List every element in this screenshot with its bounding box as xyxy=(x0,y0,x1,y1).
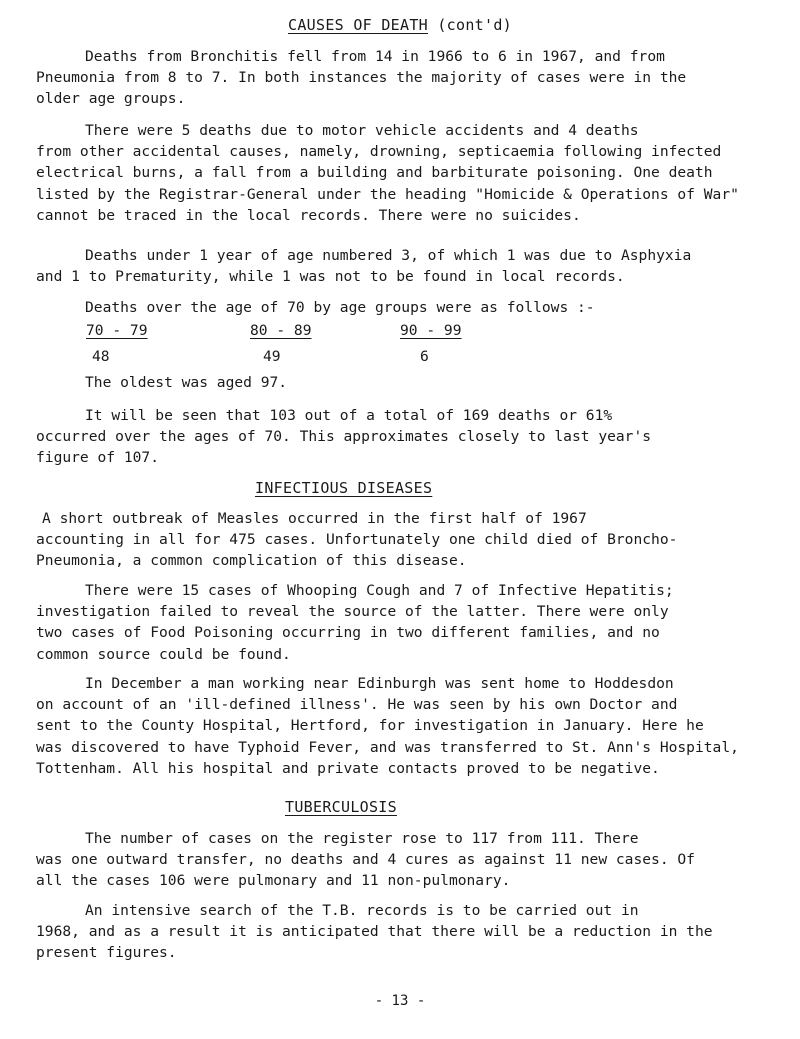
page-number: - 13 - xyxy=(374,993,426,1009)
paragraph-whooping-cough xyxy=(36,580,771,665)
text-line: Deaths from Bronchitis fell from 14 in 1966 to 6 in 1967, and from xyxy=(85,48,665,65)
text-line: Deaths over the age of 70 by age groups were as follows :- xyxy=(85,299,595,316)
text-line: occurred over the ages of 70. This approximates closely to last year's xyxy=(36,428,652,446)
age-group-value: 49 xyxy=(263,348,281,365)
paragraph-accidents xyxy=(36,120,771,226)
page-title-main: CAUSES OF DEATH xyxy=(288,16,428,34)
paragraph-oldest xyxy=(36,372,771,393)
text-line: electrical burns, a fall from a building and barbiturate poisoning. One death xyxy=(36,164,713,182)
text-line: was one outward transfer, no deaths and 4 cures as against 11 new cases. Of xyxy=(36,851,695,869)
text-line: Deaths under 1 year of age numbered 3, of which 1 was due to Asphyxia xyxy=(85,247,692,264)
paragraph-typhoid xyxy=(36,673,771,779)
text-line: An intensive search of the T.B. records is to be carried out in xyxy=(85,902,639,919)
text-line: from other accidental causes, namely, drowning, septicaemia following infected xyxy=(36,143,722,161)
page-title-suffix: (cont'd) xyxy=(437,16,512,34)
paragraph-infant-deaths xyxy=(36,245,771,287)
paragraph-bronchitis xyxy=(36,46,771,110)
text-line: accounting in all for 475 cases. Unfortunately one child died of Broncho- xyxy=(36,531,678,549)
text-line: It will be seen that 103 out of a total of 169 deaths or 61% xyxy=(85,407,613,424)
text-line: Pneumonia, a common complication of this disease. xyxy=(36,552,467,570)
text-line: on account of an 'ill-defined illness'. He was seen by his own Doctor and xyxy=(36,696,678,714)
age-group-header: 90 - 99 xyxy=(400,322,462,339)
text-line: Tottenham. All his hospital and private contacts proved to be negative. xyxy=(36,759,660,777)
text-line: In December a man working near Edinburgh was sent home to Hoddesdon xyxy=(85,675,674,692)
text-line: figure of 107. xyxy=(36,449,160,467)
text-line: and 1 to Prematurity, while 1 was not to be found in local records. xyxy=(36,268,625,286)
text-line: The oldest was aged 97. xyxy=(85,374,288,391)
age-group-value: 6 xyxy=(420,348,429,365)
text-line: investigation failed to reveal the source of the latter. There were only xyxy=(36,603,669,621)
text-line: was discovered to have Typhoid Fever, and was transferred to St. Ann's Hospital, xyxy=(36,738,739,756)
age-group-header: 70 - 79 xyxy=(86,322,148,339)
paragraph-tb-search xyxy=(36,900,771,964)
text-line: cannot be traced in the local records. There were no suicides. xyxy=(36,206,581,224)
text-line: common source could be found. xyxy=(36,645,291,663)
text-line: present figures. xyxy=(36,944,177,962)
paragraph-tb-register xyxy=(36,828,771,892)
heading-infectious-diseases: INFECTIOUS DISEASES xyxy=(255,479,433,497)
text-line: A short outbreak of Measles occurred in the first half of 1967 xyxy=(42,510,587,527)
heading-tuberculosis: TUBERCULOSIS xyxy=(285,798,397,816)
text-line: 1968, and as a result it is anticipated that there will be a reduction in the xyxy=(36,923,713,941)
page-title xyxy=(0,16,800,34)
text-line: listed by the Registrar-General under the heading "Homicide & Operations of War" xyxy=(36,185,739,203)
text-line: There were 15 cases of Whooping Cough and 7 of Infective Hepatitis; xyxy=(85,582,674,599)
paragraph-total xyxy=(36,405,771,469)
paragraph-measles xyxy=(36,508,771,572)
paragraph-over70-intro xyxy=(36,297,771,318)
text-line: Pneumonia from 8 to 7. In both instances the majority of cases were in the xyxy=(36,69,687,87)
age-group-value: 48 xyxy=(92,348,110,365)
text-line: older age groups. xyxy=(36,90,186,108)
text-line: sent to the County Hospital, Hertford, for investigation in January. Here he xyxy=(36,717,704,735)
text-line: two cases of Food Poisoning occurring in two different families, and no xyxy=(36,624,660,642)
text-line: all the cases 106 were pulmonary and 11 non-pulmonary. xyxy=(36,872,511,890)
text-line: There were 5 deaths due to motor vehicle accidents and 4 deaths xyxy=(85,122,639,139)
age-group-header: 80 - 89 xyxy=(250,322,312,339)
text-line: The number of cases on the register rose to 117 from 111. There xyxy=(85,830,639,847)
